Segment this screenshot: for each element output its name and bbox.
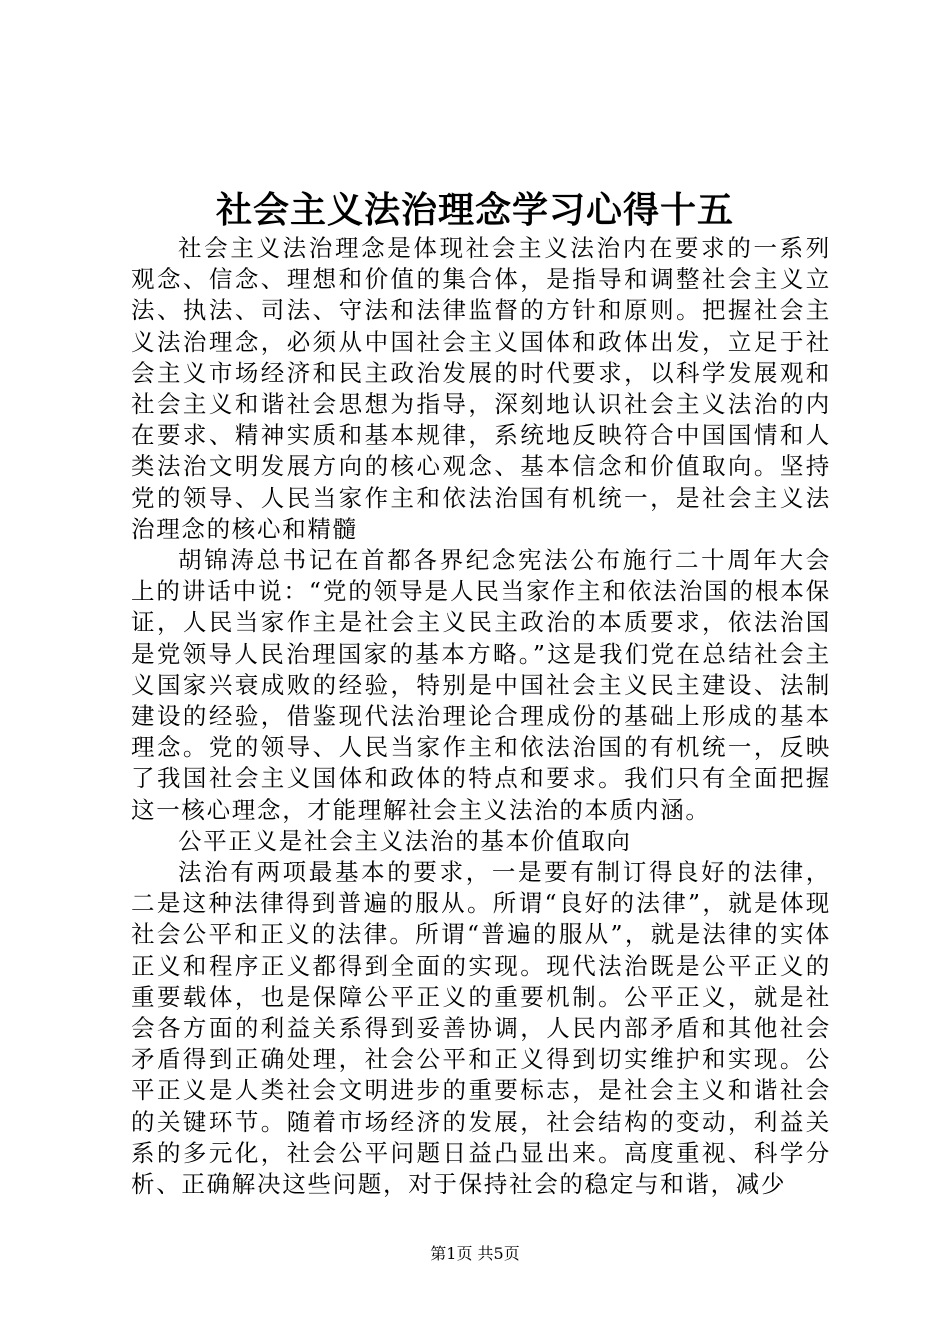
section-heading: 公平正义是社会主义法治的基本价值取向: [178, 826, 632, 855]
paragraph: 法治有两项最基本的要求，一是要有制订得良好的法律，二是这种法律得到普遍的服从。所谓“良好的法律”，就是体现社会公平和正义的法律。所谓“普遍的服从”，就是法律的实体正义和程序正义都得到全面的实现。现代法治既是公平正义的重要载体，也是保障公平正义的重要机制。公平正义，就是社会各方面的利益关系得到妥善协调，人民内部矛盾和其他社会矛盾得到正确处理，社会公平和正义得到切实维护和实现。公平正义是人类社会文明进步的重要标志，是社会主义和谐社会的关键环节。随着市场经济的发展，社会结构的变动，利益关系的多元化，社会公平问题日益凸显出来。高度重视、科学分析、正确解决这些问题，对于保持社会的稳定与和谐，减少: [131, 858, 831, 1199]
page-title: 社会主义法治理念学习心得十五: [215, 189, 734, 231]
paragraph: 社会主义法治理念是体现社会主义法治内在要求的一系列观念、信念、理想和价值的集合体，是指导和调整社会主义立法、执法、司法、守法和法律监督的方针和原则。把握社会主义法治理念，必须从中国社会主义国体和政体出发，立足于社会主义市场经济和民主政治发展的时代要求，以科学发展观和社会主义和谐社会思想为指导，深刻地认识社会主义法治的内在要求、精神实质和基本规律，系统地反映符合中国国情和人类法治文明发展方向的核心观念、基本信念和价值取向。坚持党的领导、人民当家作主和依法治国有机统一，是社会主义法治理念的核心和精髓: [131, 234, 831, 543]
paragraph: 胡锦涛总书记在首都各界纪念宪法公布施行二十周年大会上的讲话中说：“党的领导是人民当家作主和依法治国的根本保证，人民当家作主是社会主义民主政治的本质要求，依法治国是党领导人民治理国家的基本方略。”这是我们党在总结社会主义国家兴衰成败的经验，特别是中国社会主义民主建设、法制建设的经验，借鉴现代法治理论合理成份的基础上形成的基本理念。党的领导、人民当家作主和依法治国的有机统一，反映了我国社会主义国体和政体的特点和要求。我们只有全面把握这一核心理念，才能理解社会主义法治的本质内涵。: [131, 546, 831, 824]
document-body: [131, 233, 831, 1200]
page-number-footer: 第1页 共5页: [430, 1244, 520, 1263]
